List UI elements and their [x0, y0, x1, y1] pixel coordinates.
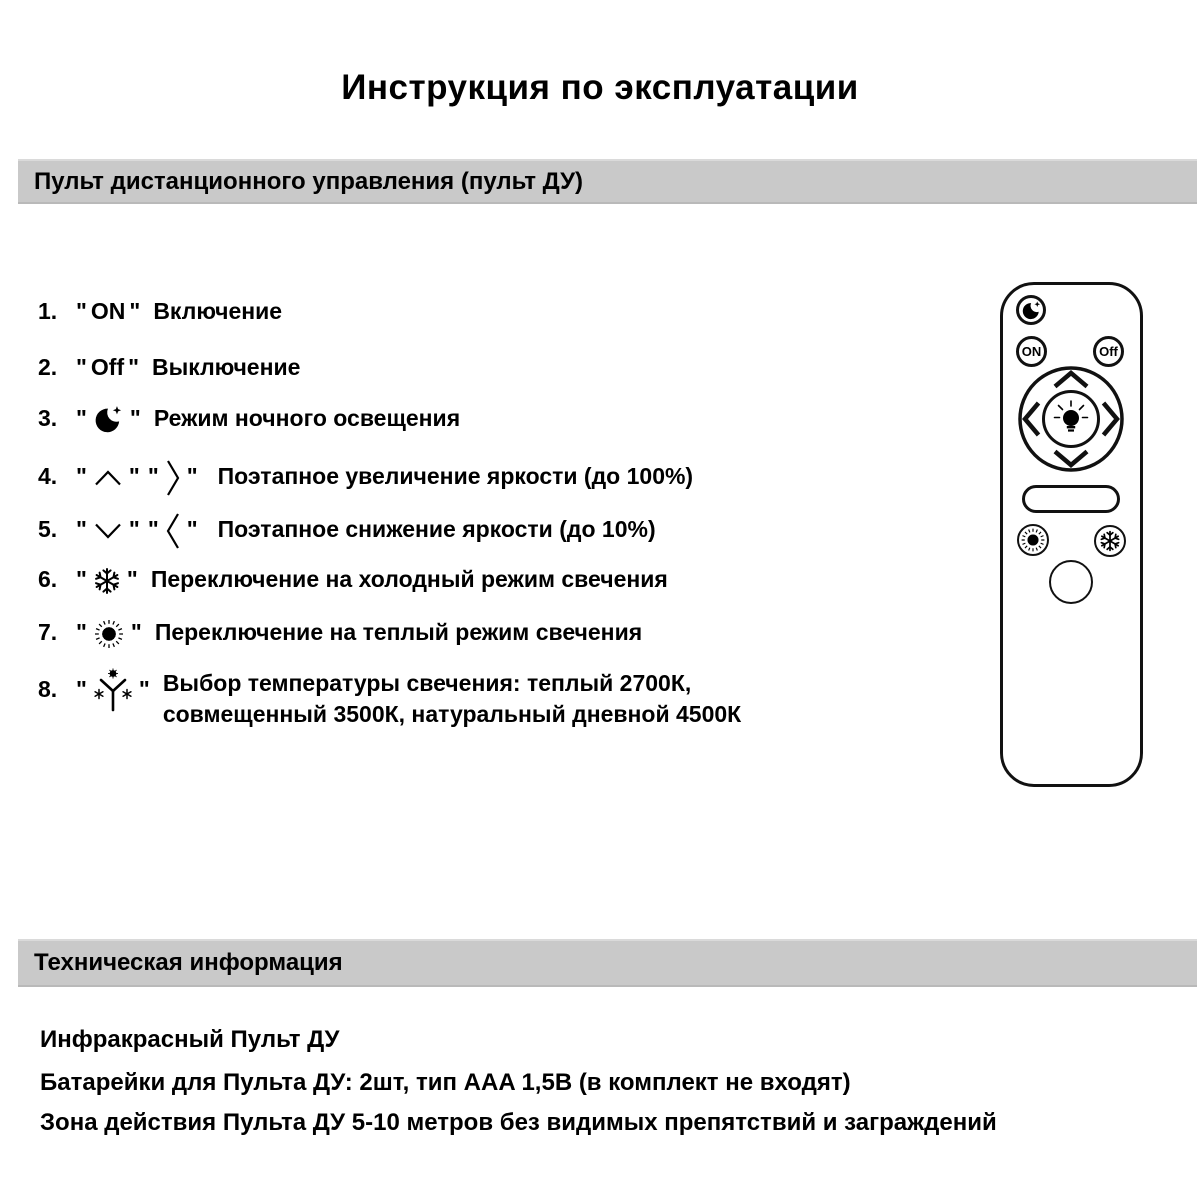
- item-number: 2.: [38, 354, 58, 380]
- instruction-item-3: [38, 403, 460, 435]
- item-number: 6.: [38, 566, 58, 592]
- quote-mark: ": [76, 463, 87, 490]
- instruction-item-1: [38, 296, 282, 326]
- pill-button: [1022, 485, 1120, 513]
- tech-line: Инфракрасный Пульт ДУ: [40, 1026, 340, 1053]
- item-number: 1.: [38, 298, 58, 324]
- page-title: Инструкция по эксплуатации: [341, 68, 859, 107]
- item-number: 7.: [38, 619, 58, 645]
- quote-mark: ": [130, 619, 142, 645]
- section-header-remote-label: Пульт дистанционного управления (пульт ДУ): [34, 167, 583, 195]
- item-label-block: [163, 668, 741, 730]
- down-arrow-icon: [1055, 452, 1087, 466]
- tech-line: Зона действия Пульта ДУ 5-10 метров без видимых препятствий и заграждений: [40, 1109, 997, 1136]
- left-arrow-icon: [1025, 403, 1039, 435]
- snowflake-icon: [93, 567, 121, 595]
- crescent-moon-star-icon: [1021, 300, 1042, 321]
- night-mode-button: [1016, 295, 1046, 325]
- item-label: Поэтапное снижение яркости (до 10%): [217, 516, 656, 543]
- quote-mark: ": [128, 463, 140, 490]
- quote-mark: ": [128, 516, 140, 543]
- quote-mark: ": [76, 566, 87, 592]
- quote-mark: ": [147, 463, 159, 490]
- quote-mark: ": [76, 354, 87, 380]
- off-button-label: Off: [90, 354, 125, 380]
- item-number: 5.: [38, 516, 58, 543]
- remote-control-illustration: [1000, 282, 1143, 787]
- right-arrow-icon: [1104, 403, 1118, 435]
- item-number: 8.: [38, 676, 58, 703]
- chevron-right-icon: [165, 458, 181, 498]
- brightness-nav-pad: [1016, 364, 1126, 474]
- sun-icon: [1020, 527, 1046, 553]
- quote-mark: ": [76, 676, 87, 703]
- color-temperature-icon: [93, 668, 133, 714]
- on-button: [1016, 336, 1047, 367]
- instruction-item-7: [38, 617, 642, 650]
- item-label: Переключение на холодный режим свечения: [150, 566, 668, 592]
- on-button-label: ON: [90, 298, 126, 324]
- item-label: Переключение на теплый режим свечения: [154, 619, 643, 645]
- quote-mark: ": [129, 298, 141, 324]
- chevron-left-icon: [165, 511, 181, 551]
- item-label: Поэтапное увеличение яркости (до 100%): [217, 463, 694, 490]
- item-number: 3.: [38, 405, 58, 431]
- quote-mark: ": [129, 405, 141, 431]
- snowflake-icon: [1099, 530, 1121, 552]
- off-button-label: Off: [1099, 344, 1118, 359]
- quote-mark: ": [76, 405, 87, 431]
- item-number: 4.: [38, 463, 58, 490]
- instruction-item-8: [38, 668, 741, 730]
- section-header-tech: [18, 939, 1197, 987]
- off-button: [1093, 336, 1124, 367]
- chevron-down-icon: [93, 521, 123, 541]
- instruction-item-4: [38, 458, 693, 498]
- item-label: Режим ночного освещения: [153, 405, 461, 431]
- quote-mark: ": [126, 566, 138, 592]
- section-header-remote: [18, 159, 1197, 204]
- quote-mark: ": [186, 516, 198, 543]
- item-label-line2: совмещенный 3500К, натуральный дневной 4500К: [162, 701, 742, 727]
- instruction-item-2: [38, 352, 300, 382]
- quote-mark: ": [186, 463, 198, 490]
- on-button-label: ON: [1021, 344, 1042, 359]
- round-button: [1049, 560, 1093, 604]
- chevron-up-icon: [93, 468, 123, 488]
- quote-mark: ": [147, 516, 159, 543]
- quote-mark: ": [76, 619, 87, 645]
- quote-mark: ": [138, 676, 150, 703]
- quote-mark: ": [76, 298, 87, 324]
- sun-icon: [93, 618, 125, 650]
- item-label: Выключение: [152, 354, 301, 380]
- quote-mark: ": [76, 516, 87, 543]
- quote-mark: ": [128, 354, 140, 380]
- warm-mode-button: [1017, 524, 1049, 556]
- crescent-moon-star-icon: [93, 404, 124, 435]
- item-label-line1: Выбор температуры свечения: теплый 2700К,: [162, 670, 692, 696]
- cold-mode-button: [1094, 525, 1126, 557]
- item-label: Включение: [153, 298, 283, 324]
- up-arrow-icon: [1055, 373, 1087, 387]
- instruction-item-5: [38, 511, 656, 551]
- section-header-tech-label: Техническая информация: [34, 949, 343, 976]
- tech-line: Батарейки для Пульта ДУ: 2шт, тип AAA 1,5В (в комплект не входят): [40, 1069, 851, 1096]
- instruction-item-6: [38, 564, 668, 595]
